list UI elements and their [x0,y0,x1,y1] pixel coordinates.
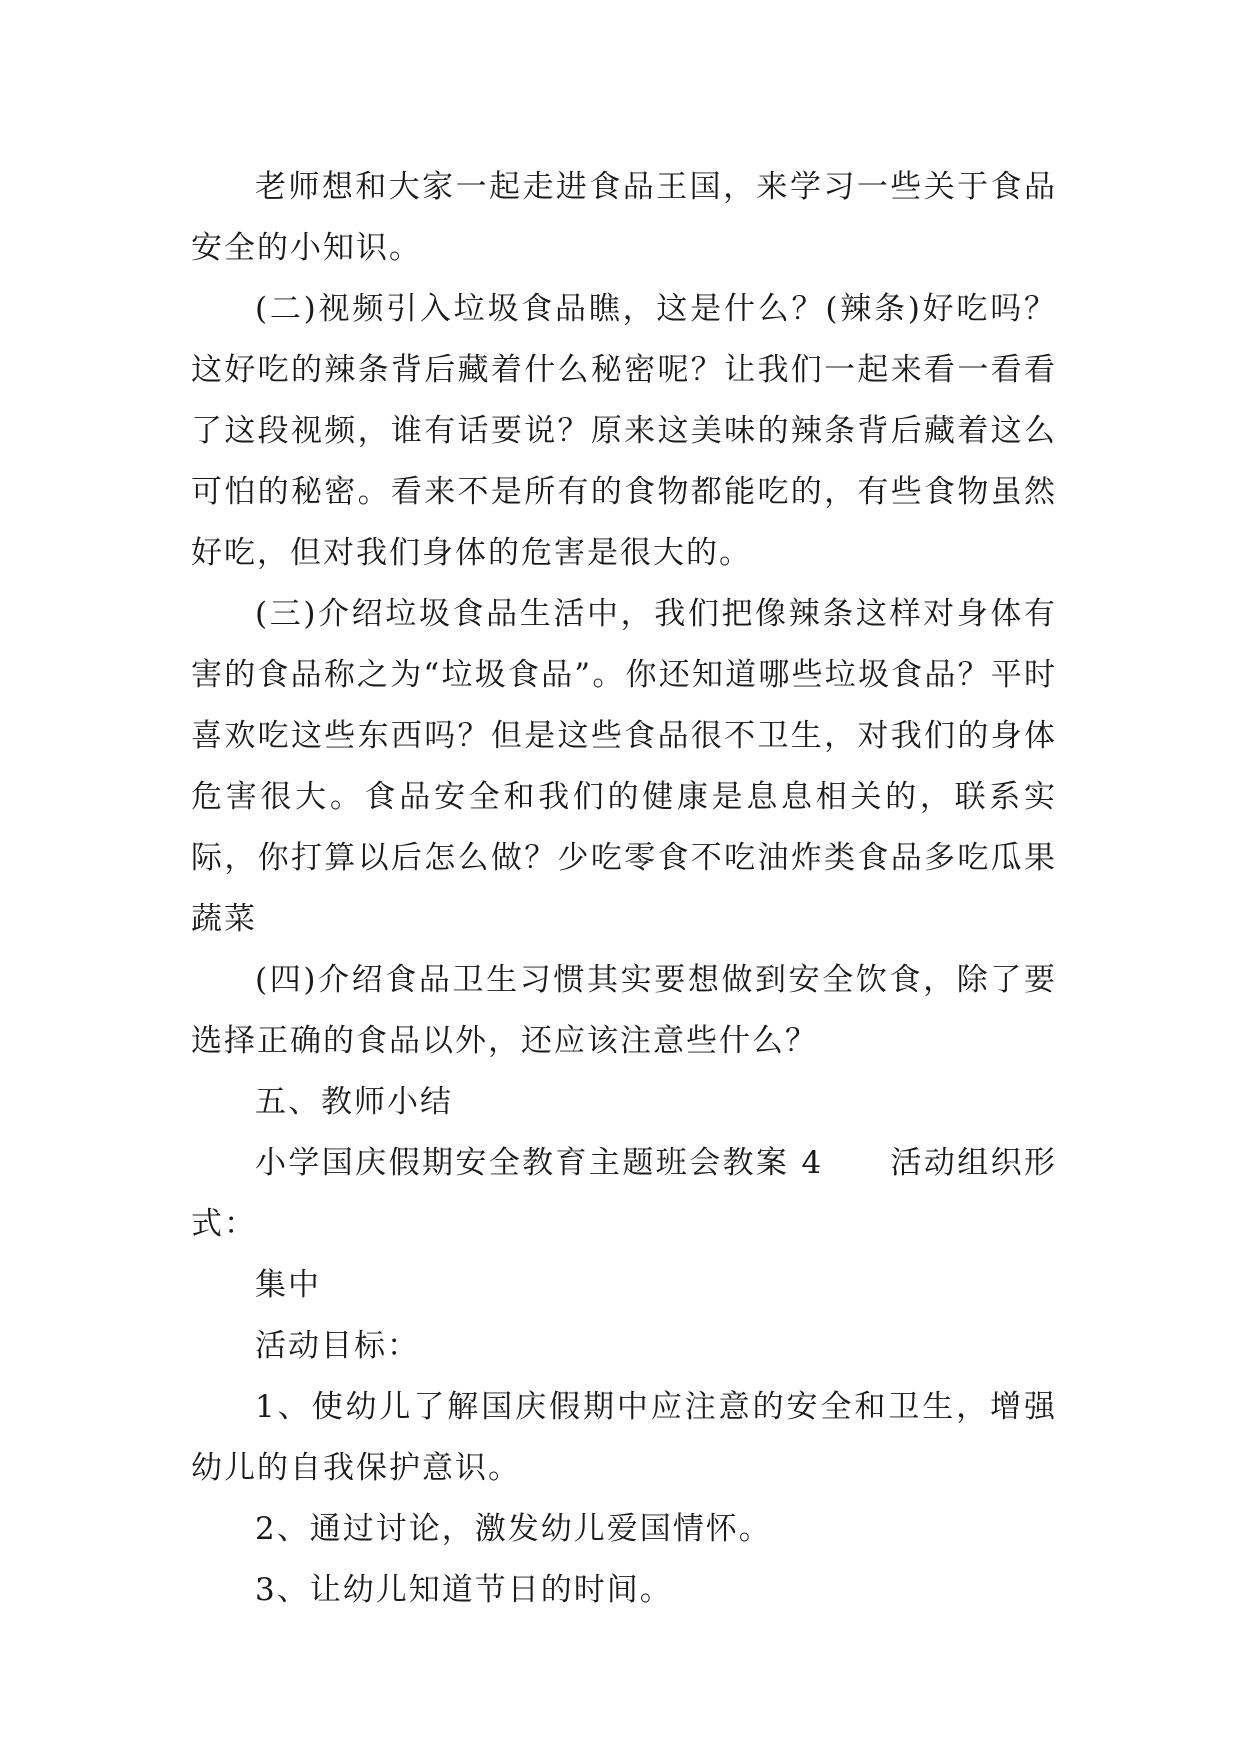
document-page [191,157,1057,1621]
lesson-title: 小学国庆假期安全教育主题班会教案 4 活动组织形式： [191,1145,1057,1242]
paragraph: (二)视频引入垃圾食品瞧，这是什么？(辣条)好吃吗？这好吃的辣条背后藏着什么秘密呢？让我们一起来看一看看了这段视频，谁有话要说？原来这美味的辣条背后藏着这么可怕的秘密。看来不是所有的食物都能吃的，有些食物虽然好吃，但对我们身体的危害是很大的。 [191,291,1057,571]
section-heading: 活动目标： [255,1328,420,1364]
paragraph: (三)介绍垃圾食品生活中，我们把像辣条这样对身体有害的食品称之为“垃圾食品”。你还知道哪些垃圾食品？平时喜欢吃这些东西吗？但是这些食品很不卫生，对我们的身体危害很大。食品安全和我们的健康是息息相关的，联系实际，你打算以后怎么做？少吃零食不吃油炸类食品多吃瓜果蔬菜 [191,596,1057,937]
paragraph: (四)介绍食品卫生习惯其实要想做到安全饮食，除了要选择正确的食品以外，还应该注意些什么？ [191,962,1057,1059]
list-item: 2、通过讨论，激发幼儿爱国情怀。 [255,1511,772,1547]
list-item: 1、使幼儿了解国庆假期中应注意的安全和卫生，增强幼儿的自我保护意识。 [191,1389,1057,1486]
section-heading: 五、教师小结 [255,1084,453,1120]
list-item: 3、让幼儿知道节日的时间。 [255,1572,673,1608]
paragraph: 集中 [255,1267,321,1303]
paragraph: 老师想和大家一起走进食品王国，来学习一些关于食品安全的小知识。 [191,169,1057,266]
